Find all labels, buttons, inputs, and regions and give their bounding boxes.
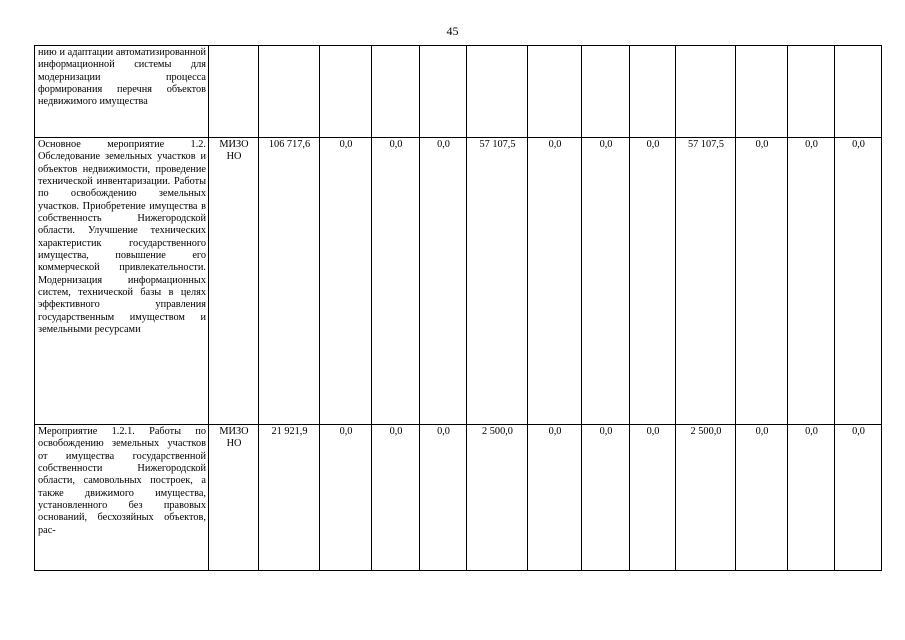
value-cell: 57 107,5 (676, 138, 736, 425)
executor-cell: МИЗО НО (209, 138, 259, 425)
table-row (35, 46, 882, 138)
activity-description: нию и адаптации автоматизированной информационной системы для модернизации процесса формирования перечня объектов недвижимого имущества (35, 46, 209, 138)
value-cell (788, 46, 835, 138)
value-cell: 2 500,0 (676, 425, 736, 571)
value-cell: 0,0 (420, 138, 467, 425)
total-cell: 106 717,6 (259, 138, 320, 425)
value-cell: 0,0 (630, 425, 676, 571)
value-cell: 0,0 (320, 425, 372, 571)
value-cell: 0,0 (835, 138, 882, 425)
value-cell: 0,0 (582, 138, 630, 425)
value-cell (467, 46, 528, 138)
table-row (35, 138, 882, 425)
value-cell (420, 46, 467, 138)
budget-table (34, 45, 882, 571)
value-cell (582, 46, 630, 138)
value-cell: 0,0 (788, 138, 835, 425)
executor-cell (209, 46, 259, 138)
value-cell (736, 46, 788, 138)
page-number: 45 (446, 24, 459, 38)
total-cell (259, 46, 320, 138)
total-cell: 21 921,9 (259, 425, 320, 571)
table-row (35, 425, 882, 571)
activity-description: Мероприятие 1.2.1. Работы по освобождению земельных участков от имущества государственной собственности Нижегородской области, самовольных построек, а также движимого имущества, установленного без правовых оснований, бесхозяйных объектов, рас- (35, 425, 209, 571)
value-cell: 0,0 (372, 425, 420, 571)
value-cell (372, 46, 420, 138)
value-cell: 57 107,5 (467, 138, 528, 425)
value-cell: 0,0 (736, 425, 788, 571)
value-cell (630, 46, 676, 138)
value-cell (528, 46, 582, 138)
value-cell: 0,0 (736, 138, 788, 425)
value-cell: 0,0 (788, 425, 835, 571)
value-cell: 2 500,0 (467, 425, 528, 571)
activity-description: Основное мероприятие 1.2. Обследование земельных участков и объектов недвижимости, проведение технической инвентаризации. Работы по освобождению земельных участков. Приобретение имущества в собственность Нижегородской области. Улучшение технических характеристик государственного имущества, повышение его коммерческой привлекательности. Модернизация информационных систем, технической базы в целях эффективного управления государственным имуществом и земельными ресурсами (35, 138, 209, 425)
value-cell: 0,0 (528, 138, 582, 425)
value-cell (320, 46, 372, 138)
value-cell: 0,0 (582, 425, 630, 571)
executor-cell: МИЗО НО (209, 425, 259, 571)
value-cell: 0,0 (372, 138, 420, 425)
value-cell: 0,0 (420, 425, 467, 571)
value-cell (676, 46, 736, 138)
value-cell: 0,0 (630, 138, 676, 425)
value-cell (835, 46, 882, 138)
value-cell: 0,0 (320, 138, 372, 425)
value-cell: 0,0 (835, 425, 882, 571)
value-cell: 0,0 (528, 425, 582, 571)
